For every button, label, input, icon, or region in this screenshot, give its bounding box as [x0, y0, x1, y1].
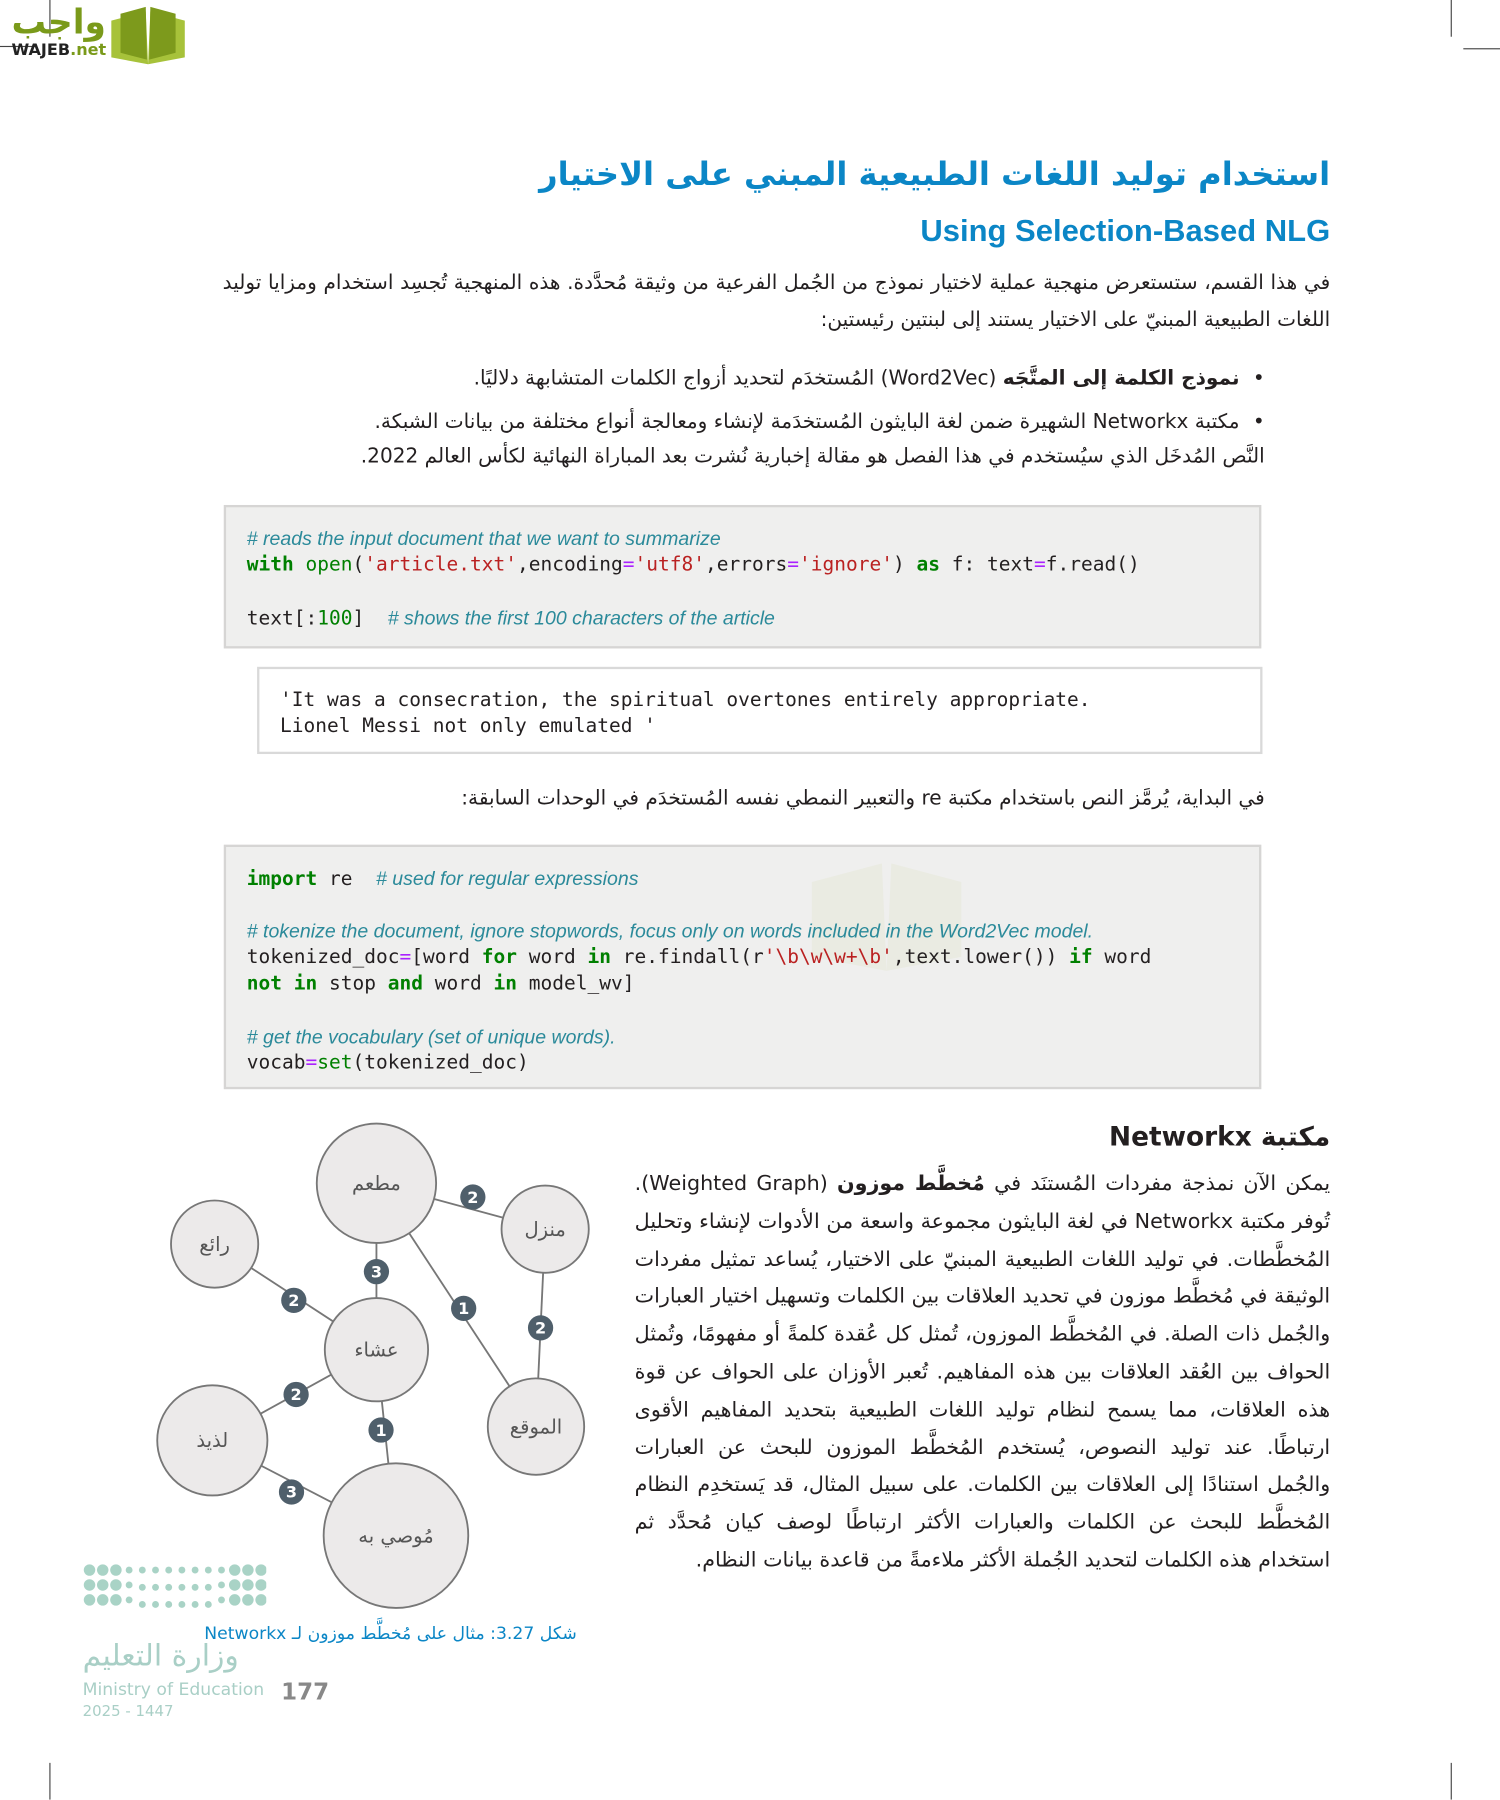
- code-line: [247, 997, 1239, 1023]
- crop-mark: [49, 1763, 50, 1800]
- code-token: =: [787, 553, 799, 577]
- code-comment: # reads the input document that we want to summarize: [246, 527, 721, 550]
- graph-node-label: الموقع: [509, 1415, 563, 1439]
- crop-mark: [1451, 1763, 1452, 1800]
- graph-node-label: مطعم: [352, 1172, 401, 1196]
- code-token: not: [246, 972, 283, 996]
- logo-dot: [97, 1594, 108, 1605]
- intro-paragraph: في هذا القسم، ستستعرض منهجية عملية لاختيار نموذج من الجُمل الفرعية من وثيقة مُحدَّدة. هذه المنهجية تُجسِد استخدام ومزايا توليد اللغات الطبيعية المبنيّ على الاختيار يستند إلى لبنتين رئيستين:: [222, 272, 1331, 332]
- code-token: as: [916, 553, 941, 577]
- code-comment: # used for regular expressions: [375, 867, 639, 890]
- ministry-name-arabic: وزارة التعليم: [82, 1638, 239, 1674]
- graph-node-label: منزل: [524, 1218, 566, 1242]
- output-line: 'It was a consecration, the spiritual overtones entirely appropriate.: [280, 688, 1091, 712]
- code-block-read-file: [224, 505, 1262, 648]
- code-token: open: [305, 553, 353, 577]
- code-token: re.findall(r: [610, 945, 764, 969]
- input-note: النَّص المُدخَل الذي سيُستخدم في هذا الفصل هو مقالة إخبارية نُشرت بعد المباراة النهائية لكأس العالم 2022.: [360, 445, 1265, 469]
- weighted-graph-figure: [138, 1102, 620, 1630]
- crop-mark: [1451, 0, 1452, 37]
- logo-dot: [255, 1594, 266, 1605]
- logo-dot: [152, 1584, 159, 1591]
- code-token: =: [1033, 553, 1046, 577]
- logo-dot: [110, 1594, 121, 1605]
- code-line: [247, 1024, 1239, 1050]
- code-token: if: [1069, 945, 1093, 969]
- logo-dot: [97, 1579, 108, 1590]
- logo-latin-text: WAJEB: [11, 41, 71, 60]
- code-line: [247, 1050, 1239, 1076]
- academic-year: 2025 - 1447: [82, 1703, 174, 1721]
- logo-dot: [229, 1594, 240, 1605]
- code-token: 100: [317, 607, 353, 631]
- section-title-arabic: استخدام توليد اللغات الطبيعية المبني على الاختيار: [539, 154, 1331, 193]
- code-token: re: [317, 867, 376, 891]
- graph-node-label: لذيذ: [196, 1429, 229, 1453]
- code-token: model_wv]: [517, 972, 635, 996]
- code-token: in: [293, 972, 318, 996]
- logo-dot: [97, 1564, 108, 1575]
- edge-weight-label: 2: [534, 1318, 547, 1338]
- ministry-name-english: Ministry of Education: [82, 1679, 265, 1700]
- page-number: 177: [281, 1677, 330, 1706]
- code-token: 'article.txt': [364, 553, 518, 577]
- edge-weight-label: 1: [375, 1420, 387, 1440]
- logo-dot: [192, 1567, 199, 1574]
- edge-weight-label: 3: [285, 1482, 298, 1502]
- logo-dot: [229, 1564, 240, 1575]
- code-token: import: [246, 867, 318, 891]
- networkx-heading: مكتبة Networkx: [1108, 1122, 1331, 1153]
- logo-dot: [205, 1584, 212, 1591]
- code-token: in: [493, 972, 518, 996]
- code-comment: # get the vocabulary (set of unique words).: [246, 1026, 616, 1048]
- graph-node-label: عشاء: [354, 1338, 399, 1362]
- networkx-paragraph: [635, 1166, 1331, 1580]
- logo-dot: [178, 1567, 185, 1574]
- logo-dot: [255, 1579, 266, 1590]
- logo-dot: [218, 1582, 225, 1589]
- code-token: ,errors: [704, 553, 788, 577]
- edge-weight-label: 2: [288, 1291, 300, 1311]
- logo-dot: [192, 1601, 199, 1608]
- book-logo-icon: [107, 5, 190, 67]
- tokenize-note: في البداية، يُرمَّز النص باستخدام مكتبة re والتعبير النمطي نفسه المُستخدَم في الوحدات السابقة:: [461, 787, 1265, 811]
- wajeb-logo-arabic: واجب: [11, 2, 106, 43]
- code-token: =: [305, 1051, 318, 1075]
- code-token: ): [892, 553, 917, 577]
- logo-dot: [205, 1601, 212, 1608]
- logo-dot: [178, 1584, 185, 1591]
- para-bold-term: مُخطَّط موزون: [836, 1171, 985, 1196]
- code-token: ,encoding: [517, 553, 623, 577]
- code-line: [247, 971, 1239, 997]
- code-token: with: [246, 553, 294, 577]
- code-token: (: [352, 553, 365, 577]
- code-line: [247, 865, 1239, 891]
- logo-dot: [242, 1564, 253, 1575]
- code-token: stop: [317, 972, 388, 996]
- code-token: 'utf8': [634, 553, 705, 577]
- code-token: [word: [411, 945, 482, 969]
- logo-dot: [139, 1601, 146, 1608]
- code-token: ]: [352, 607, 388, 631]
- logo-dot: [205, 1567, 212, 1574]
- code-token: [294, 553, 306, 576]
- logo-dot: [165, 1584, 172, 1591]
- bullet-text: مكتبة Networkx الشهيرة ضمن لغة البايثون المُستخدَمة لإنشاء ومعالجة أنواع مختلفة من بيانات الشبكة.: [374, 410, 1240, 434]
- logo-dot: [229, 1579, 240, 1590]
- logo-dot: [126, 1567, 133, 1574]
- code-token: word: [423, 972, 494, 996]
- logo-dot: [165, 1601, 172, 1608]
- code-token: set: [317, 1051, 353, 1075]
- logo-dot: [218, 1567, 225, 1574]
- edge-weight-label: 1: [458, 1299, 470, 1319]
- code-token: for: [481, 945, 517, 969]
- code-token: f.read(): [1045, 553, 1140, 577]
- logo-dot: [110, 1564, 121, 1575]
- edge-weight-label: 3: [370, 1262, 383, 1282]
- crop-mark: [1463, 48, 1500, 49]
- code-token: [282, 972, 294, 995]
- code-token: 'ignore': [798, 553, 893, 577]
- code-token: =: [622, 553, 635, 577]
- graph-node-label: رائع: [199, 1232, 230, 1256]
- wajeb-logo-latin: [11, 41, 106, 59]
- code-line: [247, 552, 1239, 578]
- code-token: f: text: [940, 553, 1034, 577]
- logo-dot: [126, 1596, 133, 1603]
- code-token: ,text.lower()): [892, 945, 1070, 969]
- code-output: [257, 667, 1262, 754]
- code-line: [247, 918, 1239, 944]
- logo-dot: [139, 1567, 146, 1574]
- code-line: [247, 892, 1239, 918]
- code-token: text[:: [246, 607, 318, 631]
- logo-dot: [152, 1601, 159, 1608]
- bullet-item: [232, 401, 1265, 445]
- code-token: in: [587, 945, 611, 969]
- logo-dot: [139, 1584, 146, 1591]
- logo-dot: [242, 1579, 253, 1590]
- code-token: '\b\w\w+\b': [763, 945, 893, 969]
- para-text: يمكن الآن نمذجة مفردات المُستنَد في: [984, 1171, 1331, 1196]
- logo-dot: [178, 1601, 185, 1608]
- logo-dot: [84, 1594, 95, 1605]
- logo-dot: [126, 1582, 133, 1589]
- logo-dot: [255, 1564, 266, 1575]
- code-comment: # shows the first 100 characters of the article: [387, 607, 775, 629]
- logo-dot: [242, 1594, 253, 1605]
- code-line: [247, 945, 1239, 971]
- bullet-list: [232, 357, 1265, 444]
- code-line: [247, 605, 1239, 631]
- code-line: [247, 578, 1239, 604]
- output-line: Lionel Messi not only emulated ': [280, 715, 656, 738]
- code-comment: # tokenize the document, ignore stopwords, focus only on words included in the Word2Vec model.: [246, 920, 1094, 943]
- logo-dot: [165, 1567, 172, 1574]
- figure-caption: شكل 3.27: مثال على مُخطَّط موزون لـ Networkx: [204, 1622, 577, 1644]
- code-token: and: [387, 972, 424, 996]
- edge-weight-label: 2: [290, 1385, 302, 1405]
- logo-suffix: .net: [70, 41, 107, 60]
- section-title-english: Using Selection-Based NLG: [920, 213, 1331, 248]
- bullet-bold: نموذج الكلمة إلى المتَّجَه: [1002, 367, 1240, 391]
- logo-dot: [84, 1579, 95, 1590]
- code-token: (tokenized_doc): [352, 1051, 529, 1075]
- code-token: word: [516, 945, 588, 969]
- logo-dot: [192, 1584, 199, 1591]
- logo-dot: [84, 1564, 95, 1575]
- logo-dot: [110, 1579, 121, 1590]
- bullet-item: [232, 357, 1265, 401]
- logo-dot: [152, 1567, 159, 1574]
- code-block-tokenize: [224, 845, 1262, 1089]
- graph-node-label: مُوصي به: [358, 1524, 434, 1548]
- code-token: word: [1092, 945, 1152, 969]
- code-token: vocab: [246, 1051, 306, 1075]
- code-token: =: [399, 945, 412, 969]
- logo-dot: [218, 1596, 225, 1603]
- para-text: (Weighted Graph). تُوفر مكتبة Networkx في لغة البايثون مجموعة واسعة من الأدوات لإنشاء وتحليل المُخطَّطات. في توليد اللغات الطبيعية المبنيّ على الاختيار، يُساعد تمثيل مفردات الوثيقة في مُخطَّط موزون في تحديد العلاقات بين الكلمات وتسهيل اختيار العبارات والجُمل ذات الصلة. في المُخطَّط الموزون، تُمثل كل عُقدة كلمةً أو مفهومًا، وتُمثل الحواف بين العُقد العلاقات بين هذه المفاهيم. تُعبر الأوزان على الحواف عن قوة هذه العلاقات، مما يسمح لنظام توليد اللغات الطبيعية بتحديد المفاهيم الأقوى ارتباطًا. عند توليد النصوص، يُستخدم المُخطَّط الموزون للبحث عن العبارات والجُمل استنادًا إلى العلاقات بين الكلمات. على سبيل المثال، قد يَستخدِم النظام المُخطَّط للبحث عن الكلمات والعبارات الأكثر ارتباطًا لوصف كيان مُحدَّد ثم استخدام هذه الكلمات لتحديد الجُملة الأكثر ملاءمةً من قاعدة بيانات النظام.: [634, 1171, 1331, 1573]
- code-line: [247, 526, 1239, 552]
- code-token: tokenized_doc: [246, 945, 400, 969]
- bullet-text: (Word2Vec) المُستخدَم لتحديد أزواج الكلمات المتشابهة دلاليًا.: [473, 367, 1003, 391]
- ministry-dots-logo-icon: [83, 1563, 267, 1623]
- edge-weight-label: 2: [467, 1187, 479, 1207]
